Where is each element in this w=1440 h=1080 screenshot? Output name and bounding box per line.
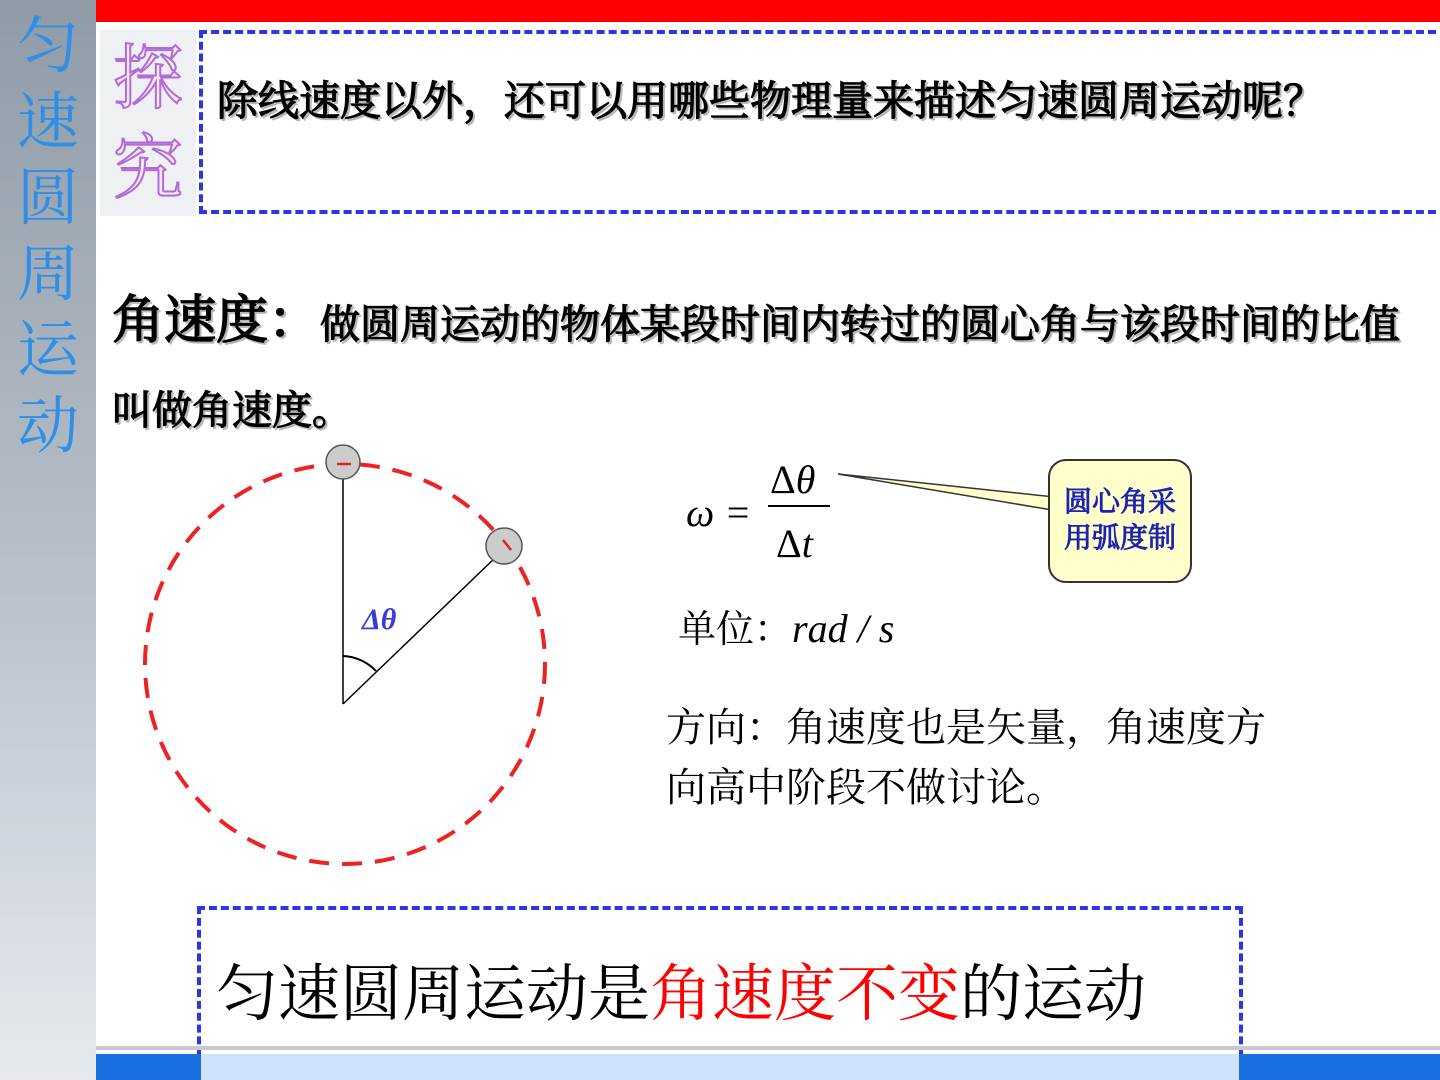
- tag-char-1: 探: [113, 37, 183, 119]
- sidebar-title: 匀速圆周运动: [16, 9, 79, 462]
- angular-velocity-formula: [686, 454, 856, 564]
- conclusion-highlight: 角速度不变: [650, 957, 961, 1030]
- direction-text: 方向：角速度也是矢量，角速度方向高中阶段不做讨论。: [666, 705, 1266, 811]
- angle-arc: [343, 656, 376, 671]
- ball-start: [326, 445, 360, 479]
- formula-lhs: ω =: [686, 490, 752, 535]
- conclusion-after: 的运动: [960, 957, 1147, 1030]
- fraction-bar: [768, 505, 830, 507]
- tag-char-2: 究: [113, 127, 183, 209]
- conclusion: [216, 956, 1146, 1032]
- formula-numerator: Δθ: [770, 457, 816, 502]
- ball-end: [486, 528, 522, 564]
- unit-label: 单位：: [678, 607, 793, 651]
- bottom-bar-inner: [201, 1054, 1239, 1080]
- conclusion-before: 匀速圆周运动是: [216, 957, 651, 1030]
- unit-line: [678, 598, 894, 653]
- formula-denominator: Δt: [776, 521, 813, 566]
- callout-text: 圆心角采用弧度制: [1063, 485, 1176, 554]
- motion-path-circle: [145, 464, 545, 864]
- definition-text: 做圆周运动的物体某段时间内转过的圆心角与该段时间的比值叫做角速度。: [112, 301, 1401, 434]
- callout-pointer: [838, 474, 1064, 512]
- angle-label: Δθ: [362, 603, 397, 636]
- question-text: 除线速度以外，还可以用哪些物理量来描述匀速圆周运动呢？: [217, 77, 1324, 125]
- unit-value: rad / s: [792, 606, 895, 651]
- bottom-divider: [96, 1046, 1440, 1050]
- definition-term: 角速度：: [112, 290, 321, 351]
